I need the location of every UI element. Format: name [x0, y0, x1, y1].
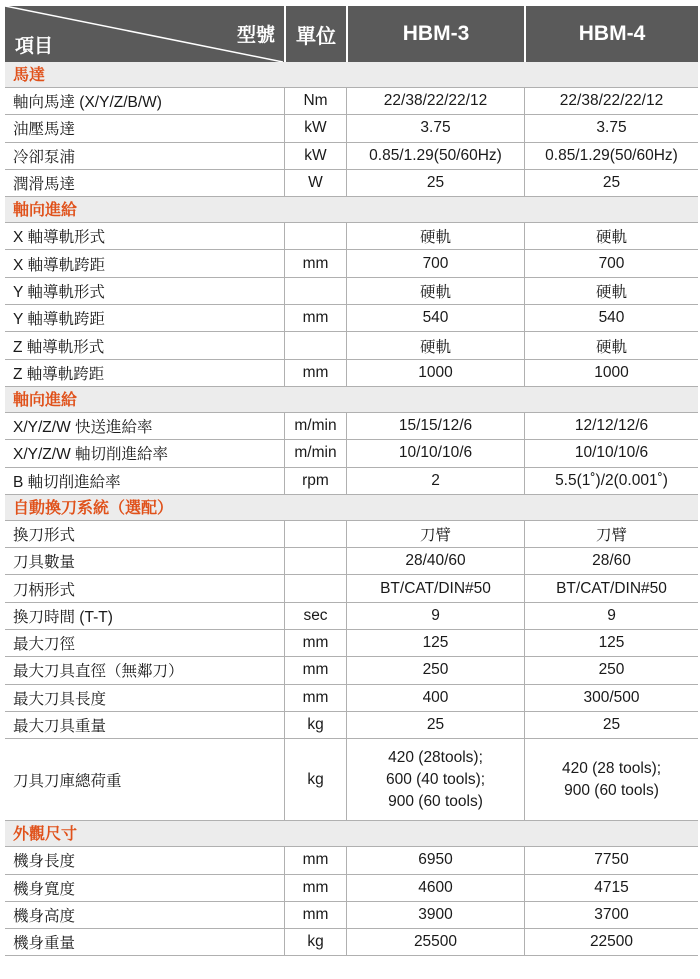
- table-row: [5, 929, 698, 956]
- row-value-hbm3: 25: [346, 170, 524, 196]
- table-row: [5, 685, 698, 712]
- row-name: Z 軸導軌形式: [13, 338, 105, 356]
- row-unit: mm: [284, 630, 346, 656]
- row-name: 機身寬度: [13, 880, 76, 898]
- section-title: 自動換刀系統（選配）: [13, 497, 174, 517]
- table-row: [5, 548, 698, 575]
- table-row: [5, 332, 698, 359]
- row-value-hbm4: 1000: [524, 360, 698, 386]
- row-name: 機身長度: [13, 853, 76, 871]
- row-value-hbm4: 22500: [524, 929, 698, 955]
- row-value-hbm3: 4600: [346, 875, 524, 901]
- row-name: X/Y/Z/W 軸切削進給率: [13, 446, 169, 464]
- row-value-hbm4: 硬軌: [524, 223, 698, 249]
- row-unit: m/min: [284, 440, 346, 466]
- table-row: [5, 630, 698, 657]
- value-line: 600 (40 tools);: [385, 770, 486, 788]
- row-name: 最大刀具直徑（無鄰刀）: [13, 663, 184, 681]
- row-unit: W: [284, 170, 346, 196]
- row-name: Y 軸導軌跨距: [13, 311, 105, 329]
- row-unit: mm: [284, 685, 346, 711]
- header-corner-cell: [5, 6, 283, 62]
- table-row: [5, 360, 698, 387]
- section-header: [5, 387, 698, 413]
- row-value-hbm4: 28/60: [524, 548, 698, 574]
- table-row: [5, 521, 698, 548]
- row-unit: mm: [284, 875, 346, 901]
- row-name: 潤滑馬達: [13, 176, 76, 194]
- value-line: 900 (60 tools): [388, 792, 483, 810]
- row-value-hbm4: 0.85/1.29(50/60Hz): [524, 143, 698, 169]
- row-unit: mm: [284, 305, 346, 331]
- row-unit: [284, 223, 346, 249]
- row-value-hbm4: 3700: [524, 902, 698, 928]
- table-row: [5, 712, 698, 739]
- row-unit: [284, 332, 346, 358]
- table-row: [5, 739, 698, 821]
- table-row: [5, 603, 698, 630]
- row-value-hbm3: BT/CAT/DIN#50: [346, 575, 524, 601]
- row-unit: kg: [284, 739, 346, 820]
- value-line: 900 (60 tools): [564, 781, 659, 799]
- section-header: [5, 821, 698, 847]
- value-line: 420 (28 tools);: [561, 759, 662, 777]
- row-value-hbm3: 3900: [346, 902, 524, 928]
- row-name: 換刀時間 (T-T): [13, 608, 113, 626]
- row-unit: m/min: [284, 413, 346, 439]
- row-value-hbm4: 22/38/22/22/12: [524, 88, 698, 114]
- table-row: [5, 170, 698, 197]
- table-row: [5, 223, 698, 250]
- row-name: 最大刀具重量: [13, 718, 107, 736]
- row-value-hbm3: 0.85/1.29(50/60Hz): [346, 143, 524, 169]
- row-unit: [284, 575, 346, 601]
- row-value-hbm3: 125: [346, 630, 524, 656]
- row-value-hbm4: 硬軌: [524, 278, 698, 304]
- row-unit: [284, 278, 346, 304]
- section-header: [5, 495, 698, 521]
- row-unit: Nm: [284, 88, 346, 114]
- row-value-hbm4: 700: [524, 250, 698, 276]
- row-name: B 軸切削進給率: [13, 473, 121, 491]
- row-value-hbm3: 3.75: [346, 115, 524, 141]
- row-name: 刀具數量: [13, 554, 76, 572]
- row-value-hbm4: 7750: [524, 847, 698, 873]
- table-row: [5, 575, 698, 602]
- row-value-hbm3: 硬軌: [346, 278, 524, 304]
- row-unit: mm: [284, 360, 346, 386]
- row-value-hbm4: 9: [524, 603, 698, 629]
- table-row: [5, 115, 698, 142]
- row-name: 刀具刀庫總荷重: [13, 772, 122, 790]
- row-value-hbm3: 540: [346, 305, 524, 331]
- row-unit: kW: [284, 143, 346, 169]
- table-row: [5, 278, 698, 305]
- header-model-label: 型號: [236, 24, 275, 46]
- row-value-hbm3: 15/15/12/6: [346, 413, 524, 439]
- row-unit: mm: [284, 902, 346, 928]
- row-name: X 軸導軌跨距: [13, 256, 106, 274]
- row-value-hbm4: 125: [524, 630, 698, 656]
- row-unit: [284, 521, 346, 547]
- header-model-hbm3: HBM-3: [346, 6, 524, 62]
- section-header: [5, 62, 698, 88]
- row-value-hbm4: 250: [524, 657, 698, 683]
- row-value-hbm4: 540: [524, 305, 698, 331]
- row-unit: sec: [284, 603, 346, 629]
- row-unit: kg: [284, 712, 346, 738]
- header-item-label: 項目: [15, 35, 54, 57]
- row-name: 機身高度: [13, 907, 76, 925]
- row-value-hbm3: 700: [346, 250, 524, 276]
- row-name: 換刀形式: [13, 527, 76, 544]
- row-unit: [284, 548, 346, 574]
- header-unit: 單位: [284, 6, 346, 62]
- table-header: [5, 6, 698, 62]
- row-value-hbm3: 硬軌: [346, 223, 524, 249]
- table-row: [5, 657, 698, 684]
- row-name: Y 軸導軌形式: [13, 283, 105, 301]
- row-name: 冷卻泵浦: [13, 148, 76, 166]
- table-row: [5, 88, 698, 115]
- row-value-hbm4: 5.5(1˚)/2(0.001˚): [524, 468, 698, 494]
- row-value-hbm4: [524, 739, 698, 820]
- row-value-hbm4: 4715: [524, 875, 698, 901]
- value-line: 420 (28tools);: [388, 748, 483, 766]
- row-value-hbm4: 300/500: [524, 685, 698, 711]
- section-title: 軸向進給: [13, 389, 78, 409]
- row-unit: kg: [284, 929, 346, 955]
- table-row: [5, 875, 698, 902]
- row-name: 軸向馬達 (X/Y/Z/B/W): [13, 94, 162, 112]
- row-unit: mm: [284, 847, 346, 873]
- row-name: Z 軸導軌跨距: [13, 365, 105, 383]
- section-title: 外觀尺寸: [13, 824, 78, 844]
- row-value-hbm4: BT/CAT/DIN#50: [524, 575, 698, 601]
- row-value-hbm4: 12/12/12/6: [524, 413, 698, 439]
- row-value-hbm3: 22/38/22/22/12: [346, 88, 524, 114]
- row-name: 最大刀具長度: [13, 690, 107, 708]
- row-value-hbm3: 25: [346, 712, 524, 738]
- section-title: 馬達: [13, 65, 46, 84]
- row-name: 最大刀徑: [13, 636, 76, 654]
- row-value-hbm3: 25500: [346, 929, 524, 955]
- row-name: X 軸導軌形式: [13, 229, 106, 247]
- row-value-hbm4: 25: [524, 712, 698, 738]
- table-row: [5, 847, 698, 874]
- table-row: [5, 413, 698, 440]
- row-value-hbm3: 10/10/10/6: [346, 440, 524, 466]
- row-value-hbm4: 硬軌: [524, 332, 698, 358]
- table-row: [5, 468, 698, 495]
- header-model-hbm4: HBM-4: [524, 6, 698, 62]
- row-value-hbm4: 10/10/10/6: [524, 440, 698, 466]
- section-header: [5, 197, 698, 223]
- row-value-hbm3: 硬軌: [346, 332, 524, 358]
- row-value-hbm3: 400: [346, 685, 524, 711]
- row-unit: mm: [284, 250, 346, 276]
- row-name: X/Y/Z/W 快送進給率: [13, 419, 153, 437]
- row-value-hbm3: 刀臂: [346, 521, 524, 547]
- row-name: 刀柄形式: [13, 581, 76, 599]
- row-name: 機身重量: [13, 935, 76, 953]
- row-value-hbm3: 1000: [346, 360, 524, 386]
- section-title: 軸向進給: [13, 200, 78, 220]
- row-value-hbm4: 25: [524, 170, 698, 196]
- table-row: [5, 250, 698, 277]
- row-name: 油壓馬達: [13, 121, 76, 139]
- row-unit: mm: [284, 657, 346, 683]
- row-unit: rpm: [284, 468, 346, 494]
- table-row: [5, 143, 698, 170]
- row-value-hbm3: 6950: [346, 847, 524, 873]
- row-value-hbm4: 3.75: [524, 115, 698, 141]
- spec-table: [5, 6, 698, 956]
- row-value-hbm3: 2: [346, 468, 524, 494]
- row-value-hbm3: 250: [346, 657, 524, 683]
- table-row: [5, 440, 698, 467]
- row-unit: kW: [284, 115, 346, 141]
- row-value-hbm3: 28/40/60: [346, 548, 524, 574]
- table-row: [5, 305, 698, 332]
- row-value-hbm3: [346, 739, 524, 820]
- row-value-hbm3: 9: [346, 603, 524, 629]
- row-value-hbm4: 刀臂: [524, 521, 698, 547]
- table-row: [5, 902, 698, 929]
